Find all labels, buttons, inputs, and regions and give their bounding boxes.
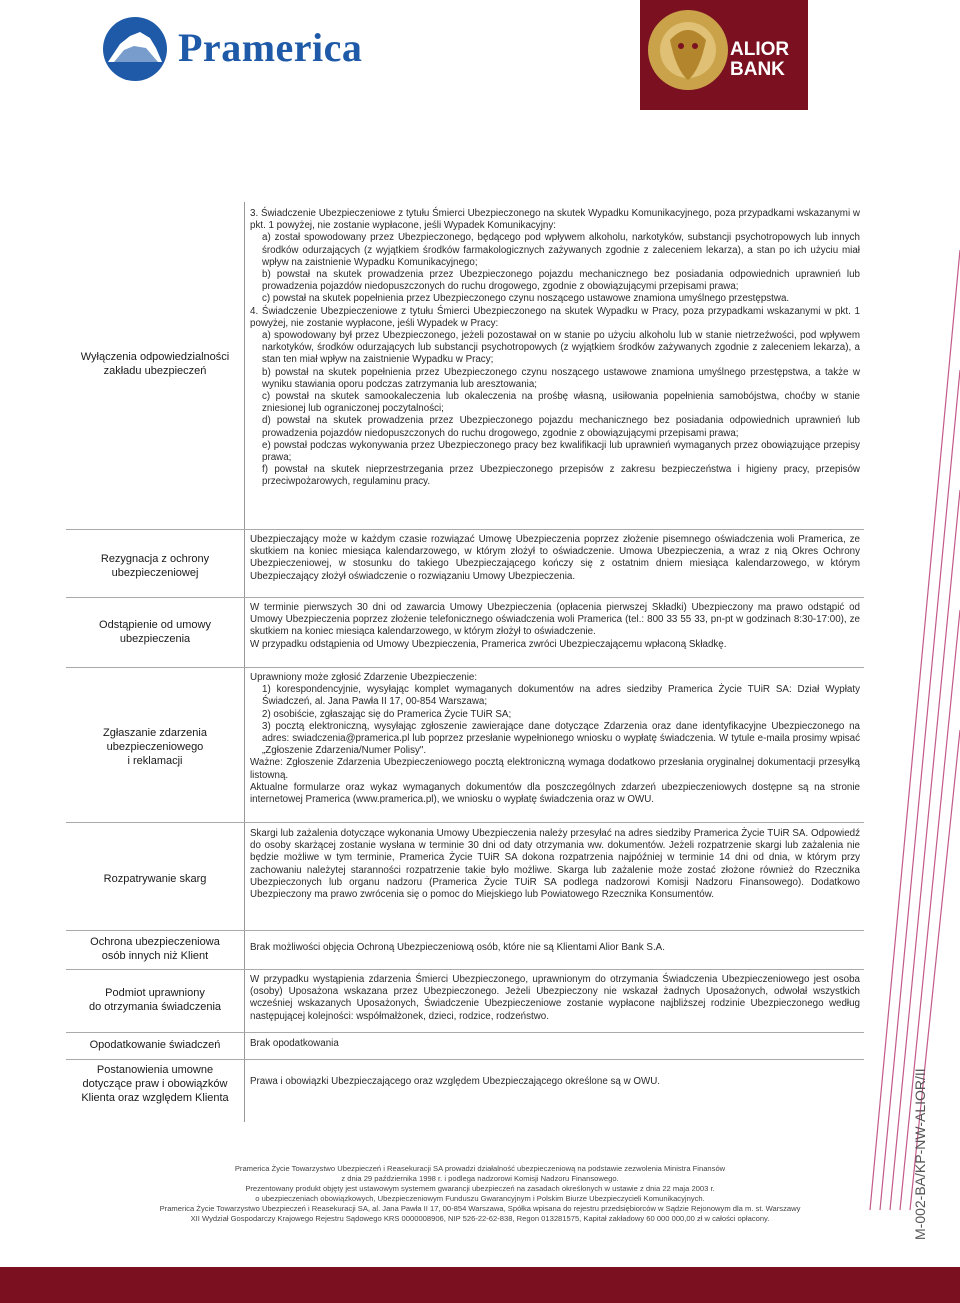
label-complaints bbox=[66, 872, 244, 886]
label-exclusions bbox=[66, 350, 244, 378]
paragraph: 4. Świadczenie Ubezpieczeniowe z tytułu Śmierci Ubezpieczonego na skutek Wypadku w Pracy, poza przypadkami wskazanymi w pkt. 1 powyżej, nie zostanie wypłacone, jeśli Wypadek w Pracy: bbox=[250, 305, 860, 329]
label-line: Rezygnacja z ochrony bbox=[100, 553, 210, 565]
list-item: 1) korespondencyjnie, wysyłając komplet wymaganych dokumentów na adres siedziby Pramerica Życie TUiR SA: Dział Wypłaty Świadczeń, al. Jana Pawła II 17, 00-854 Warszawa; bbox=[262, 684, 860, 708]
paragraph: W przypadku wystąpienia zdarzenia Śmierci Ubezpieczonego, uprawnionym do otrzymania Świadczenia Ubezpieczeniowego jest osoba (osoby) Uposażona wskazana przez Ubezpieczonego. Jeżeli Ubezpieczony nie wskazał żadnych Uposażonych, odwołał wszystkich wcześniej wskazanych Uposażonych, Świadczenie Ubezpieczeniowe zostanie wypłacone najbliższej rodzinie Ubezpieczonego według następującej kolejności: współmałżonek, dzieci, rodzice, rodzeństwo. bbox=[250, 974, 860, 1022]
label-line: Postanowienia umowne bbox=[96, 1064, 214, 1076]
alior-wordmark bbox=[730, 40, 789, 80]
decorative-stripes bbox=[860, 250, 960, 1210]
label-line: dotyczące praw i obowiązków bbox=[82, 1078, 228, 1090]
paragraph: Skargi lub zażalenia dotyczące wykonania Umowy Ubezpieczenia należy przesyłać na adres siedziby Pramerica Życie TUiR SA. Odpowiedź do osoby skarżącej zostanie wysłana w terminie 30 dni od daty otrzymania ww. dokumentów. Jeżeli rozpatrzenie skargi lub zażalenia nie będzie możliwe w tym terminie, Pramerica Życie TUiR SA dokona rozpatrzenia najpóźniej w terminie 14 dni od dnia, w którym przy zachowaniu należytej staranności rozpatrzenie takie było możliwe. Skarga lub zażalenie może zostać złożone również do Rzecznika Ubezpieczonych lub organu nadzoru (Pramerica Życie TUiR SA podlega nadzorowi Komisji Nadzoru Finansowego). Dodatkowo Ubezpieczony ma prawo zwrócenia się o pomoc do Miejskiego lub Powiatowego Rzecznika Konsumentów. bbox=[250, 828, 860, 901]
label-line: zakładu ubezpieczeń bbox=[103, 365, 207, 377]
label-line: Zgłaszanie zdarzenia bbox=[103, 727, 207, 739]
row-divider bbox=[66, 930, 864, 931]
list-item: 2) osobiście, zgłaszając się do Pramerica Życie TUiR SA; bbox=[262, 708, 512, 720]
paragraph: Brak opodatkowania bbox=[250, 1038, 339, 1049]
pramerica-wordmark: Pramerica bbox=[178, 25, 363, 70]
bottom-bar bbox=[0, 1267, 960, 1303]
label-beneficiary bbox=[66, 986, 244, 1014]
label-line: ubezpieczenia bbox=[119, 633, 191, 645]
label-provisions bbox=[66, 1063, 244, 1105]
footer-line: o ubezpieczeniach obowiązkowych, Ubezpieczeniowym Funduszu Gwarancyjnym i Polskim Biurze Ubezpieczycieli Komunikacyjnych. bbox=[255, 1194, 705, 1203]
footer-line: Prezentowany produkt objęty jest ustawowym systemem gwarancji ubezpieczeń na zasadach określonych w ustawie z dnia 22 maja 2003 r. bbox=[245, 1184, 715, 1193]
section-complaints bbox=[250, 828, 860, 901]
section-taxation bbox=[250, 1038, 860, 1050]
label-line: Wyłączenia odpowiedzialności bbox=[80, 351, 230, 363]
section-beneficiary bbox=[250, 974, 860, 1023]
label-withdrawal bbox=[66, 618, 244, 646]
content-column bbox=[246, 202, 864, 1122]
list-item: c) powstał na skutek samookaleczenia lub okaleczenia na prośbę własną, usiłowania popełnienia samobójstwa, choćby w stanie zniesionej lub ograniczonej poczytalności; bbox=[262, 391, 860, 415]
list-item: f) powstał na skutek nieprzestrzegania przez Ubezpieczonego przepisów z zakresu bezpieczeństwa i higieny pracy, przepisów przeciwpożarowych, regulaminu pracy. bbox=[262, 464, 860, 488]
footer-line: z dnia 29 października 1998 r. i podlega nadzorowi Komisji Nadzoru Finansowego. bbox=[341, 1174, 619, 1183]
row-divider bbox=[66, 597, 864, 598]
row-divider bbox=[66, 1032, 864, 1033]
row-divider bbox=[66, 667, 864, 668]
paragraph: W przypadku odstąpienia od Umowy Ubezpieczenia, Pramerica zwróci Ubezpieczającemu wpłaconą Składkę. bbox=[250, 638, 727, 650]
list-item: a) został spowodowany przez Ubezpieczonego, będącego pod wpływem alkoholu, narkotyków, substancji psychotropowych lub innych środków odurzających (z wyjątkiem środków farmakologicznych zażywanych zgodnie z zaleceniem lekarza), a stan po ich użyciu miał wpływ na zaistnienie Wypadku Komunikacyjnego; bbox=[262, 232, 860, 268]
row-divider bbox=[66, 969, 864, 970]
list-item: b) powstał na skutek popełnienia przez Ubezpieczonego czynu noszącego ustawowe znamiona umyślnego przestępstwa, a także w wyniku stawiania oporu podczas zatrzymania lub aresztowania; bbox=[262, 366, 860, 390]
label-line: osób innych niż Klient bbox=[101, 950, 209, 962]
row-divider bbox=[66, 822, 864, 823]
paragraph: Prawa i obowiązki Ubezpieczającego oraz względem Ubezpieczającego określone są w OWU. bbox=[250, 1076, 661, 1087]
paragraph: Ubezpieczający może w każdym czasie rozwiązać Umowę Ubezpieczenia poprzez złożenie pisemnego oświadczenia woli Pramerica, ze skutkiem na koniec miesiąca kalendarzowego, w którym złożył to oświadczenie. Umowa Ubezpieczenia, a wraz z nią Okres Ochrony Ubezpieczeniowej, w stosunku do takiego Ubezpieczającego kończy się z ostatnim dniem miesiąca kalendarzowego, w którym Ubezpieczający złożył oświadczenie o rozwiązaniu Umowy Ubezpieczenia. bbox=[250, 534, 860, 582]
bank-word: BANK bbox=[730, 59, 785, 80]
label-third-party bbox=[66, 935, 244, 963]
list-item: c) powstał na skutek popełnienia przez Ubezpieczonego czynu noszącego ustawowe znamiona umyślnego przestępstwa. bbox=[262, 293, 790, 305]
label-line: ubezpieczeniowej bbox=[111, 567, 199, 579]
paragraph: W terminie pierwszych 30 dni od zawarcia Umowy Ubezpieczenia (opłacenia pierwszej Składki) Ubezpieczony ma prawo odstąpić od Umowy Ubezpieczenia poprzez złożenie telefonicznego oświadczenia woli Pramerica (tel.: 800 33 55 33, pn-pt w godzinach 8:30-17:00), ze skutkiem na koniec miesiąca kalendarzowego, w którym złożył to oświadczenie. bbox=[250, 602, 860, 638]
footer-line: Pramerica Życie Towarzystwo Ubezpieczeń i Reasekuracji SA, al. Jana Pawła II 17, 00-854 Warszawa, Spółka wpisana do rejestru przedsiębiorców w Sądzie Rejonowym dla m. st. Warszawy bbox=[159, 1204, 801, 1213]
paragraph: Aktualne formularze oraz wykaz wymaganych dokumentów dla poszczególnych zdarzeń ubezpieczeniowych dostępne są na stronie internetowej Pramerica (www.pramerica.pl), we wniosku o wypłatę świadczenia oraz w OWU. bbox=[250, 781, 860, 806]
row-divider bbox=[66, 1059, 864, 1060]
label-line: i reklamacji bbox=[127, 755, 183, 767]
footer-line: Pramerica Życie Towarzystwo Ubezpieczeń i Reasekuracji SA prowadzi działalność ubezpieczeniową na podstawie zezwolenia Ministra Finansów bbox=[234, 1164, 726, 1173]
section-third-party bbox=[250, 942, 860, 954]
label-line: Rozpatrywanie skarg bbox=[103, 873, 207, 885]
legal-footer bbox=[110, 1164, 850, 1224]
section-withdrawal bbox=[250, 602, 860, 651]
list-item: d) powstał na skutek prowadzenia przez Ubezpieczonego pojazdu mechanicznego bez posiadania odpowiednich uprawnień lub prowadzenia pojazdów niedopuszczonych do ruchu drogowego, zgodnie z obowiązującymi przepisami prawa; bbox=[262, 415, 860, 439]
label-line: ubezpieczeniowego bbox=[106, 741, 204, 753]
info-table bbox=[66, 202, 864, 1122]
document-code: M-002-BA/KP-NW-ALIOR/II bbox=[912, 1068, 928, 1240]
label-line: Ochrona ubezpieczeniowa bbox=[90, 936, 220, 948]
section-resignation bbox=[250, 534, 860, 583]
section-exclusions bbox=[250, 208, 860, 489]
label-line: do otrzymania świadczenia bbox=[88, 1001, 222, 1013]
labels-column bbox=[66, 202, 245, 1122]
list-item: 3) pocztą elektroniczną, wysyłając zgłoszenie zawierające dane dotyczące Zdarzenia oraz dane identyfikacyjne Ubezpieczonego na adres: swiadczenia@pramerica.pl lub poprzez przesłanie wypełnionego wniosku o wypłatę świadczenia. W tytule e-maila prosimy wpisać „Zgłoszenie Zdarzenia/Numer Polisy". bbox=[262, 720, 860, 757]
label-line: Odstąpienie od umowy bbox=[99, 619, 211, 631]
label-line: Klienta oraz względem Klienta bbox=[81, 1092, 229, 1104]
label-taxation bbox=[66, 1038, 244, 1052]
list-item: a) spowodowany był przez Ubezpieczonego, jeżeli pozostawał on w stanie po użyciu alkoholu lub w stanie nietrzeźwości, pod wpływem narkotyków, środków odurzających lub substancji psychotropowych (z wyjątkiem środków zażywanych zgodnie z zaleceniem lekarza), a stan ten miał wpływ na zaistnienie Wypadku w Pracy; bbox=[262, 330, 860, 366]
row-divider bbox=[66, 529, 864, 530]
alior-bank-logo bbox=[640, 0, 808, 110]
label-line: Opodatkowanie świadczeń bbox=[89, 1039, 221, 1051]
list-item: e) powstał podczas wykonywania przez Ubezpieczonego pracy bez kwalifikacji lub uprawnień wymaganych przez obowiązujące przepisy prawa; bbox=[262, 439, 860, 464]
rock-of-gibraltar-icon bbox=[100, 14, 170, 84]
footer-line: XII Wydział Gospodarczy Krajowego Rejestru Sądowego KRS 0000008906, NIP 526-22-62-838, Regon 013281575, Kapitał zakładowy 60 000 000,00 zł w całości opłacony. bbox=[190, 1214, 770, 1223]
pramerica-logo bbox=[100, 14, 400, 84]
page-header bbox=[0, 0, 960, 110]
paragraph: Brak możliwości objęcia Ochroną Ubezpieczeniową osób, które nie są Klientami Alior Bank S.A. bbox=[250, 942, 665, 953]
label-line: Podmiot uprawniony bbox=[105, 987, 205, 999]
label-resignation bbox=[66, 552, 244, 580]
paragraph: Ważne: Zgłoszenie Zdarzenia Ubezpieczeniowego pocztą elektroniczną wymaga dodatkowo przesłania oryginalnej dokumentacji przesyłką listowną. bbox=[250, 757, 860, 781]
paragraph: 3. Świadczenie Ubezpieczeniowe z tytułu Śmierci Ubezpieczonego na skutek Wypadku Komunikacyjnego, poza przypadkami wskazanymi w pkt. 1 powyżej, nie zostanie wypłacone, jeśli Wypadek Komunikacyjny: bbox=[250, 208, 860, 232]
alior-word: ALIOR bbox=[730, 39, 790, 60]
paragraph: Uprawniony może zgłosić Zdarzenie Ubezpieczenie: bbox=[250, 672, 478, 683]
label-claims bbox=[66, 726, 244, 768]
list-item: b) powstał na skutek prowadzenia przez Ubezpieczonego pojazdu mechanicznego bez posiadania odpowiednich uprawnień lub prowadzenia pojazdów niedopuszczonych do ruchu drogowego, zgodnie z obowiązującymi przepisami prawa; bbox=[262, 269, 860, 293]
section-claims bbox=[250, 672, 860, 806]
section-provisions bbox=[250, 1076, 860, 1088]
